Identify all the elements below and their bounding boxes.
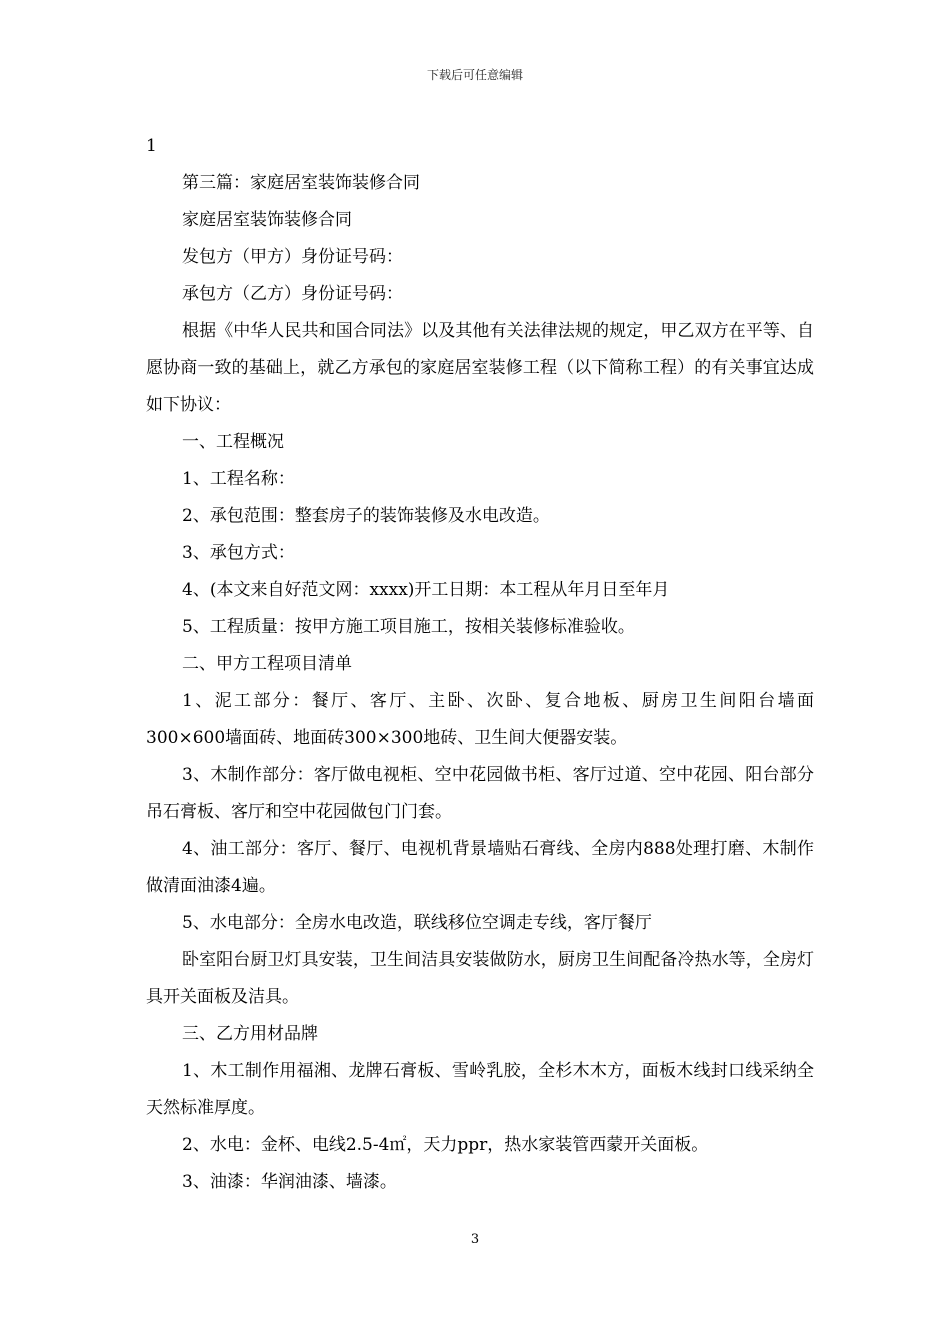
heading-project-overview: 一、工程概况: [182, 432, 284, 452]
material-woodwork: 1、木工制作用福湘、龙牌石膏板、雪岭乳胶，全杉木木方，面板木线封口线采纳全天然标准厚度。: [146, 1061, 814, 1118]
item-woodwork: 3、木制作部分：客厅做电视柜、空中花园做书柜、客厅过道、空中花园、阳台部分吊石膏板、客厅和空中花园做包门门套。: [146, 765, 814, 822]
heading-party-a-items: 二、甲方工程项目清单: [182, 654, 352, 674]
document-body: [146, 128, 814, 1201]
paragraph-index: 1: [146, 136, 157, 156]
heading-party-b-materials: 三、乙方用材品牌: [182, 1024, 318, 1044]
item-project-quality: 5、工程质量：按甲方施工项目施工，按相关装修标准验收。: [182, 617, 635, 637]
item-contract-scope: 2、承包范围：整套房子的装饰装修及水电改造。: [182, 506, 550, 526]
preamble-paragraph: 根据《中华人民共和国合同法》以及其他有关法律法规的规定，甲乙双方在平等、自愿协商一致的基础上，就乙方承包的家庭居室装修工程（以下简称工程）的有关事宜达成如下协议：: [146, 321, 814, 415]
contract-title: 家庭居室装饰装修合同: [182, 210, 352, 230]
page-number: 3: [470, 1232, 480, 1247]
item-project-name: 1、工程名称：: [182, 469, 295, 489]
item-painting: 4、油工部分：客厅、餐厅、电视机背景墙贴石膏线、全房内888处理打磨、木制作做清面油漆4遍。: [146, 839, 814, 896]
party-a-line: 发包方（甲方）身份证号码：: [182, 247, 403, 267]
item-contract-method: 3、承包方式：: [182, 543, 295, 563]
item-masonry: 1、泥工部分：餐厅、客厅、主卧、次卧、复合地板、厨房卫生间阳台墙面300×600墙面砖、地面砖300×300地砖、卫生间大便器安装。: [146, 691, 814, 748]
item-plumbing-electric: 5、水电部分：全房水电改造，联线移位空调走专线，客厅餐厅: [182, 913, 652, 933]
page-header-note: 下载后可任意编辑: [426, 68, 523, 82]
party-b-line: 承包方（乙方）身份证号码：: [182, 284, 403, 304]
item-fixtures: 卧室阳台厨卫灯具安装，卫生间洁具安装做防水，厨房卫生间配备冷热水等，全房灯具开关面板及洁具。: [146, 950, 814, 1007]
item-start-date: 4、(本文来自好范文网：xxxx)开工日期：本工程从年月日至年月: [182, 580, 670, 600]
material-paint: 3、油漆：华润油漆、墙漆。: [182, 1172, 397, 1192]
material-plumbing-electric: 2、水电：金杯、电线2.5-4㎡，天力ppr，热水家装管西蒙开关面板。: [182, 1135, 709, 1155]
section-title: 第三篇：家庭居室装饰装修合同: [182, 173, 420, 193]
